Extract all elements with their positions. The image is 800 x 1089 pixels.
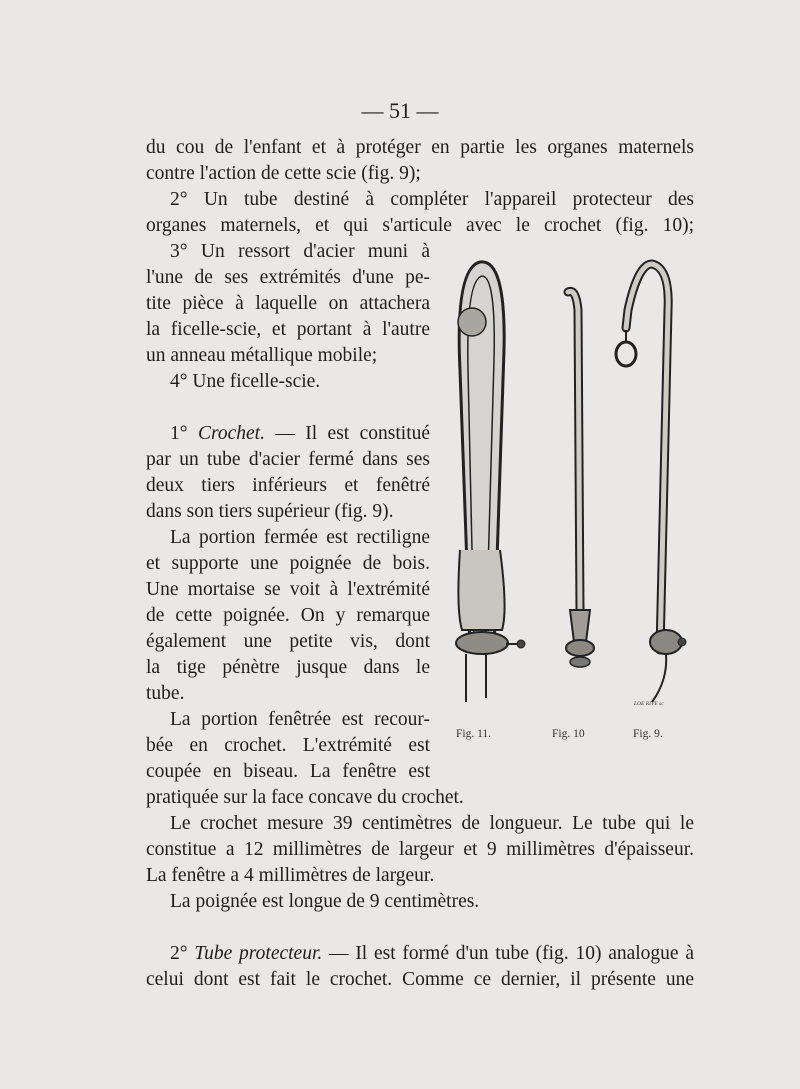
- text-line: contre l'action de cette scie (fig. 9);: [146, 163, 421, 184]
- fig-9-instrument: [616, 264, 686, 702]
- text-line: pratiquée sur la face concave du crochet.: [146, 787, 464, 808]
- text-line: la tige pénètre jusque dans le: [146, 657, 430, 678]
- section-number: 1°: [170, 423, 188, 444]
- caption-fig-11: Fig. 11.: [456, 728, 492, 740]
- text-line: dans son tiers supérieur (fig. 9).: [146, 501, 394, 522]
- instruments-illustration: [420, 250, 700, 710]
- fig-10-instrument: [566, 291, 594, 667]
- text-line: la ficelle-scie, et portant à l'autre: [146, 319, 430, 340]
- caption-fig-9: Fig. 9.: [633, 728, 663, 740]
- text-line: bée en crochet. L'extrémité est: [146, 735, 430, 756]
- engraver-signature: LOE RIVE sc: [634, 701, 664, 707]
- text-line: 3° Un ressort d'acier muni à: [170, 241, 430, 262]
- fig-11-instrument: [456, 262, 525, 702]
- section-number: 2°: [170, 943, 188, 964]
- text-line: par un tube d'acier fermé dans ses: [146, 449, 430, 470]
- text-line: La portion fermée est rectiligne: [170, 527, 430, 548]
- section-text: — Il est constitué: [275, 423, 431, 444]
- caption-fig-10: Fig. 10: [552, 728, 585, 740]
- page-number: — 51 —: [361, 98, 439, 123]
- text-line: Le crochet mesure 39 centimètres de longueur. Le tube qui le: [170, 813, 694, 834]
- section-text: — Il est formé d'un tube (fig. 10) analogue à: [329, 943, 695, 964]
- text-line: La fenêtre a 4 millimètres de largeur.: [146, 865, 435, 886]
- text-line: La poignée est longue de 9 centimètres.: [170, 891, 480, 912]
- text-line: tube.: [146, 683, 185, 704]
- text-line: celui dont est fait le crochet. Comme ce dernier, il présente une: [146, 969, 694, 990]
- text-line: également une petite vis, dont: [146, 631, 430, 652]
- text-line: l'une de ses extrémités d'une pe-: [146, 267, 430, 288]
- text-line: 2° Un tube destiné à compléter l'appareil protecteur des: [170, 189, 694, 210]
- text-line: de cette poignée. On y remarque: [146, 605, 430, 626]
- section-heading-crochet: [146, 421, 430, 447]
- section-heading-tube-protecteur: [146, 941, 694, 967]
- text-line: constitue a 12 millimètres de largeur et 9 millimètres d'épaisseur.: [146, 839, 694, 860]
- text-line: Une mortaise se voit à l'extrémité: [146, 579, 430, 600]
- section-title: Crochet.: [197, 423, 265, 444]
- text-line: deux tiers inférieurs et fenêtré: [146, 475, 430, 496]
- section-title: Tube protecteur.: [194, 943, 323, 964]
- text-line: 4° Une ficelle-scie.: [170, 371, 321, 392]
- text-line: et supporte une poignée de bois.: [146, 553, 430, 574]
- text-line: La portion fenêtrée est recour-: [170, 709, 430, 730]
- text-line: un anneau métallique mobile;: [146, 345, 378, 366]
- text-line: tite pièce à laquelle on attachera: [146, 293, 430, 314]
- text-line: du cou de l'enfant et à protéger en partie les organes maternels: [146, 137, 694, 158]
- text-line: coupée en biseau. La fenêtre est: [146, 761, 430, 782]
- text-line: organes maternels, et qui s'articule avec le crochet (fig. 10);: [146, 215, 694, 236]
